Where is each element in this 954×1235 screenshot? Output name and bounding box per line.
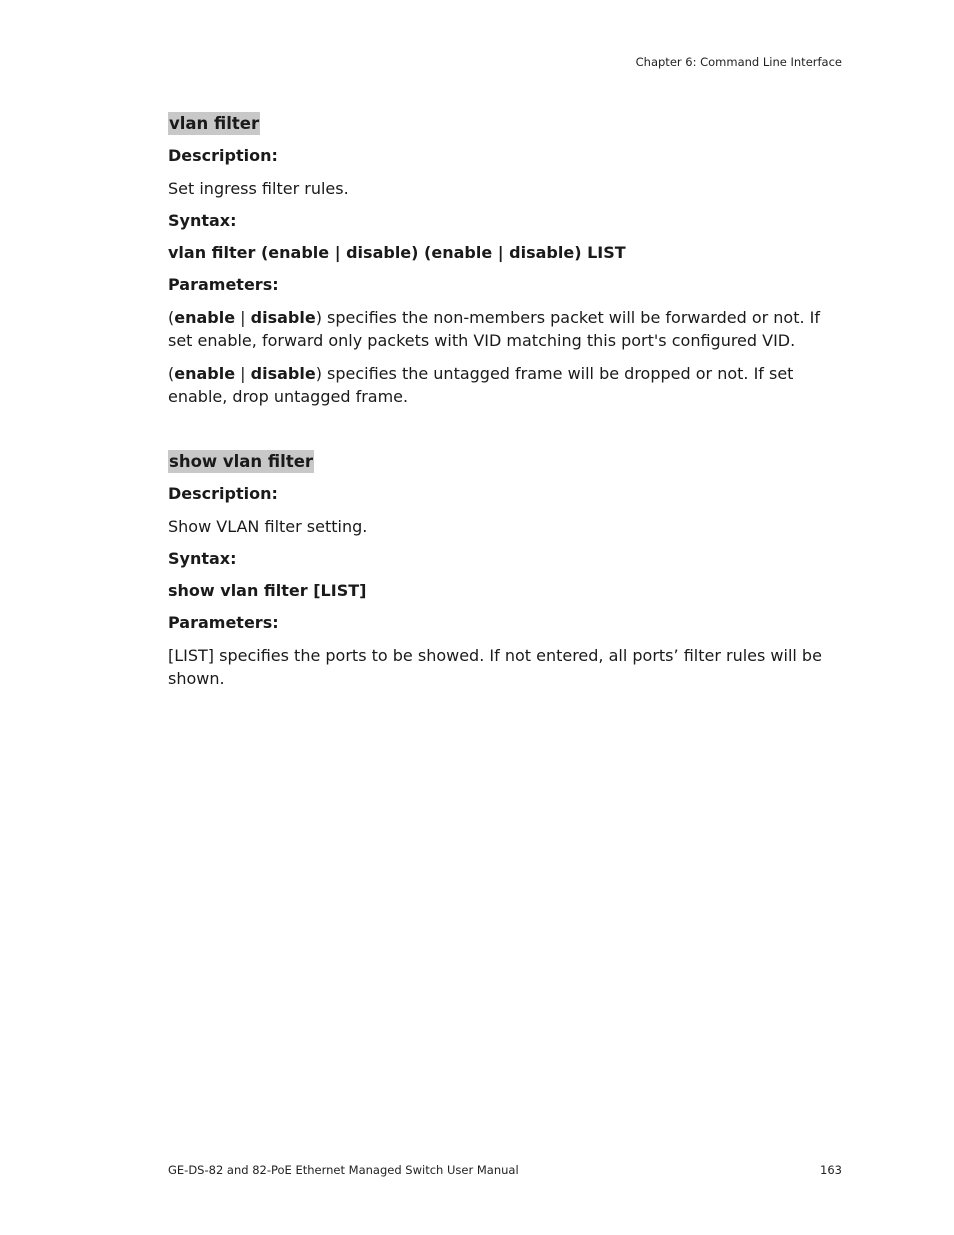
parameter-paragraph: [LIST] specifies the ports to be showed. If not entered, all ports’ filter rules will be shown. bbox=[168, 646, 822, 688]
parameter-paragraph bbox=[168, 362, 828, 408]
description-text: Set ingress filter rules. bbox=[168, 179, 349, 198]
keyword-enable: enable bbox=[174, 364, 236, 383]
section-vlan-filter bbox=[168, 112, 828, 408]
parameters-heading: Parameters: bbox=[168, 613, 279, 632]
parameter-paragraph bbox=[168, 306, 828, 352]
page-content bbox=[168, 112, 828, 700]
description-heading: Description: bbox=[168, 146, 278, 165]
syntax-text: vlan filter (enable | disable) (enable | disable) LIST bbox=[168, 243, 626, 262]
parameters-heading: Parameters: bbox=[168, 275, 279, 294]
description-text: Show VLAN filter setting. bbox=[168, 517, 368, 536]
parameter-description: ) specifies the non-members packet will be forwarded or not. If set enable, forward only packets with VID matching this port's configured VID. bbox=[168, 308, 820, 350]
syntax-heading: Syntax: bbox=[168, 549, 237, 568]
footer-page-number: 163 bbox=[820, 1163, 842, 1177]
syntax-heading: Syntax: bbox=[168, 211, 237, 230]
separator: | bbox=[235, 308, 251, 327]
paren-open: ( bbox=[168, 364, 175, 383]
running-header-chapter: Chapter 6: Command Line Interface bbox=[635, 55, 842, 69]
command-title: vlan filter bbox=[169, 114, 260, 133]
parameter-description: ) specifies the untagged frame will be dropped or not. If set enable, drop untagged frame. bbox=[168, 364, 794, 406]
paren-open: ( bbox=[168, 308, 175, 327]
footer-manual-title: GE-DS-82 and 82-PoE Ethernet Managed Switch User Manual bbox=[168, 1163, 519, 1177]
keyword-enable: enable bbox=[174, 308, 236, 327]
keyword-disable: disable bbox=[250, 308, 316, 327]
syntax-text: show vlan filter [LIST] bbox=[168, 581, 367, 600]
section-show-vlan-filter bbox=[168, 450, 828, 690]
separator: | bbox=[235, 364, 251, 383]
command-title: show vlan filter bbox=[169, 452, 314, 471]
description-heading: Description: bbox=[168, 484, 278, 503]
keyword-disable: disable bbox=[250, 364, 316, 383]
